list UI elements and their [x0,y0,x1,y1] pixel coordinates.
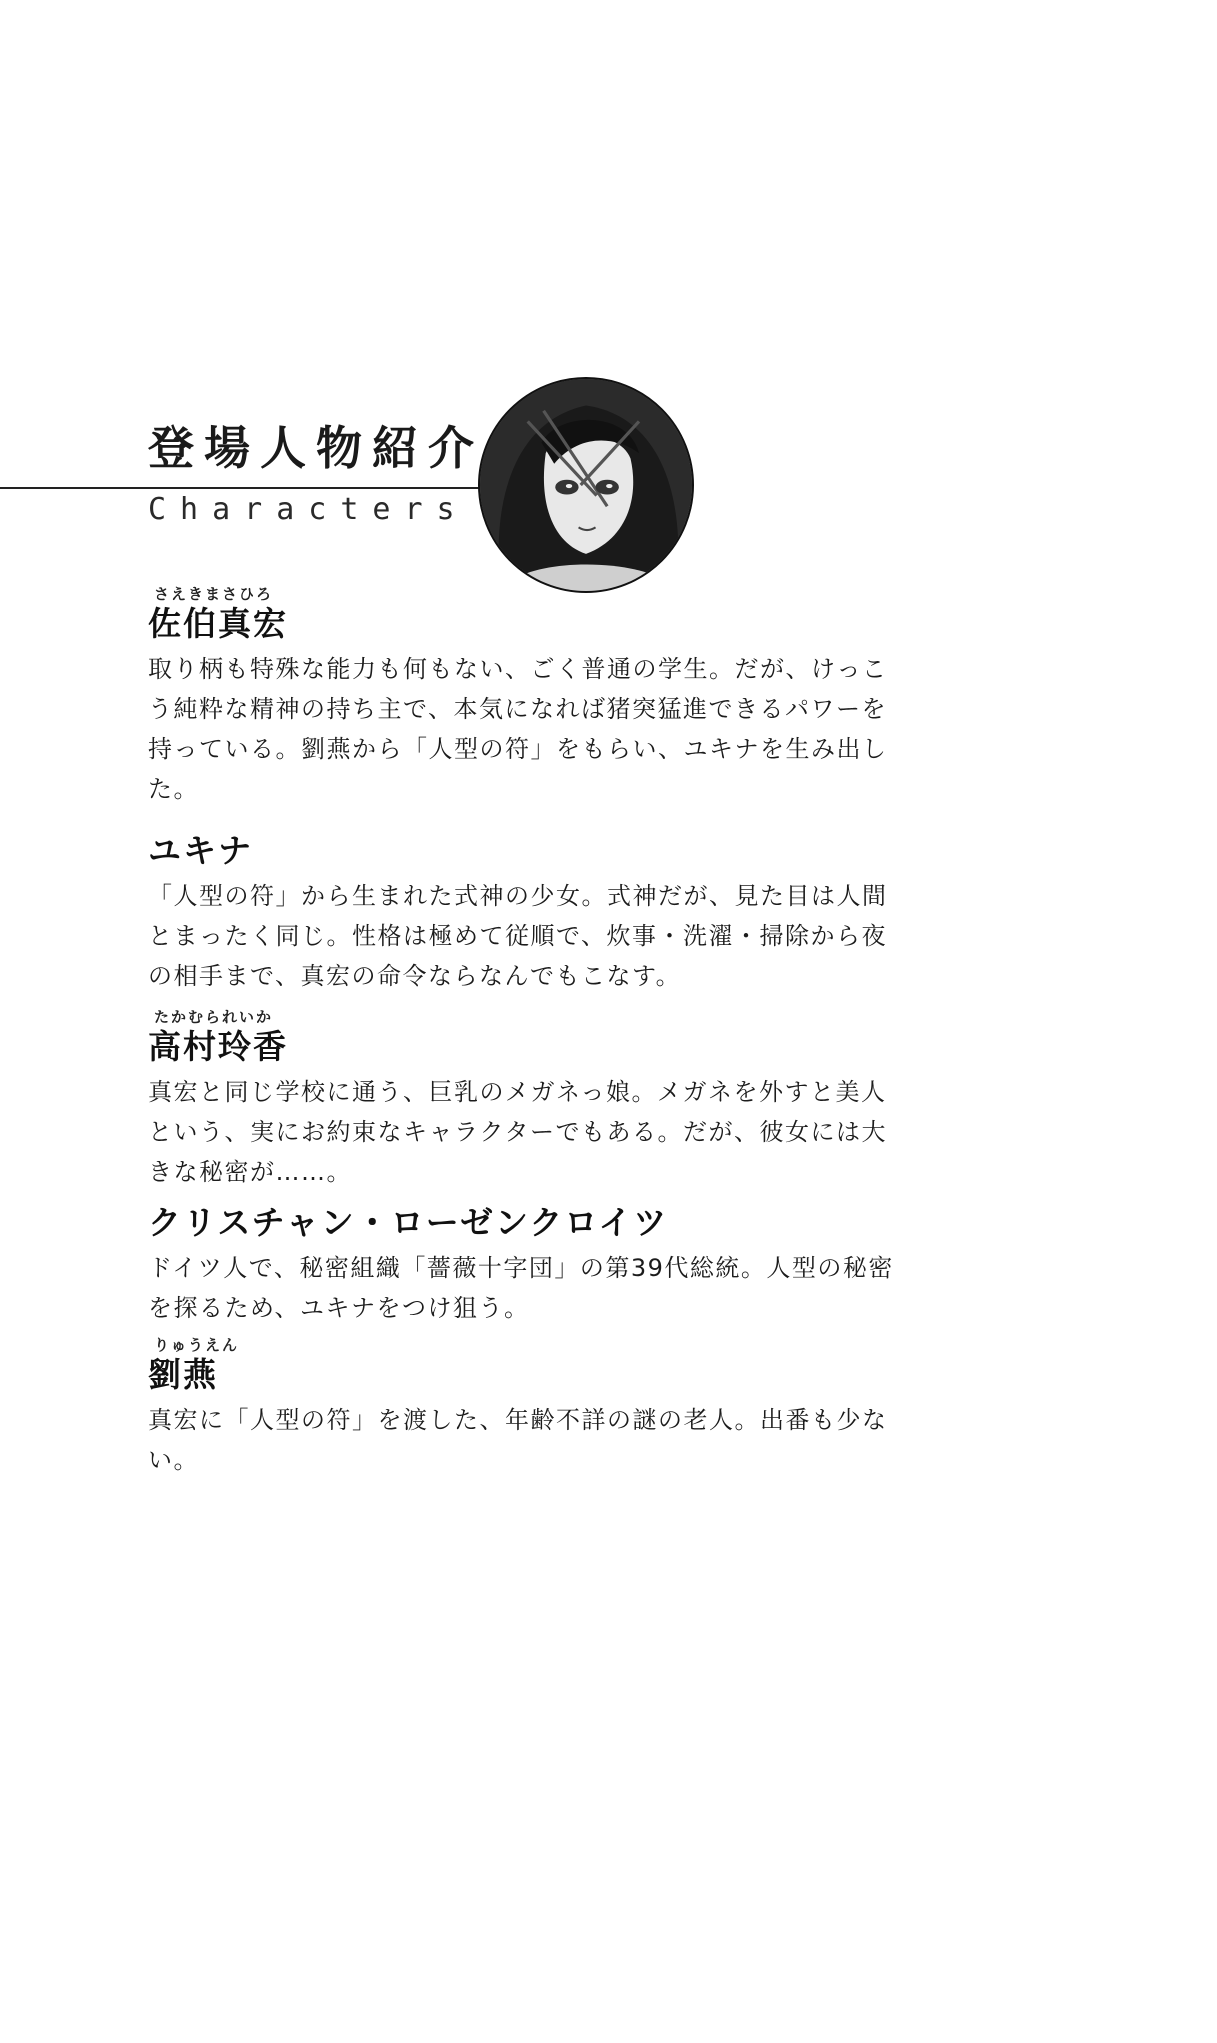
character-name: ユキナ [148,831,253,870]
character-entry-takamura [148,1008,908,1192]
character-description: 真宏と同じ学校に通う、巨乳のメガネっ娘。メガネを外すと美人という、実にお約束なキャラクターでもある。だが、彼女には大きな秘密が……。 [148,1078,888,1186]
name-reading: りゅうえん [154,1336,240,1354]
character-name: 高村玲香 [148,1027,288,1066]
character-name: クリスチャン・ローゼンクロイツ [148,1203,669,1242]
character-entry-saeki [148,585,908,809]
character-entry-rosenkreuz [148,1202,908,1328]
page-subtitle: Characters [148,492,469,527]
character-name: 佐伯真宏 [148,604,288,643]
character-description: 真宏に「人型の符」を渡した、年齢不詳の謎の老人。出番も少ない。 [148,1406,888,1474]
character-description: ドイツ人で、秘密組織「薔薇十字団」の第39代総統。人型の秘密を探るため、ユキナをつけ狙う。 [148,1254,894,1322]
name-reading: さえきまさひろ [154,585,274,603]
portrait-illustration [480,379,692,591]
character-portrait [478,377,694,593]
character-description: 「人型の符」から生まれた式神の少女。式神だが、見た目は人間とまったく同じ。性格は極めて従順で、炊事・洗濯・掃除から夜の相手まで、真宏の命令ならなんでもこなす。 [148,882,888,990]
character-entry-ryuen [148,1336,908,1480]
character-name: 劉燕 [148,1355,218,1394]
character-description: 取り柄も特殊な能力も何もない、ごく普通の学生。だが、けっこう純粋な精神の持ち主で、本気になれば猪突猛進できるパワーを持っている。劉燕から「人型の符」をもらい、ユキナを生み出した。 [148,655,888,803]
header-divider [0,487,560,489]
character-entry-yukina [148,830,908,996]
page-title: 登場人物紹介 [148,421,484,475]
name-reading: たかむられいか [154,1008,274,1026]
